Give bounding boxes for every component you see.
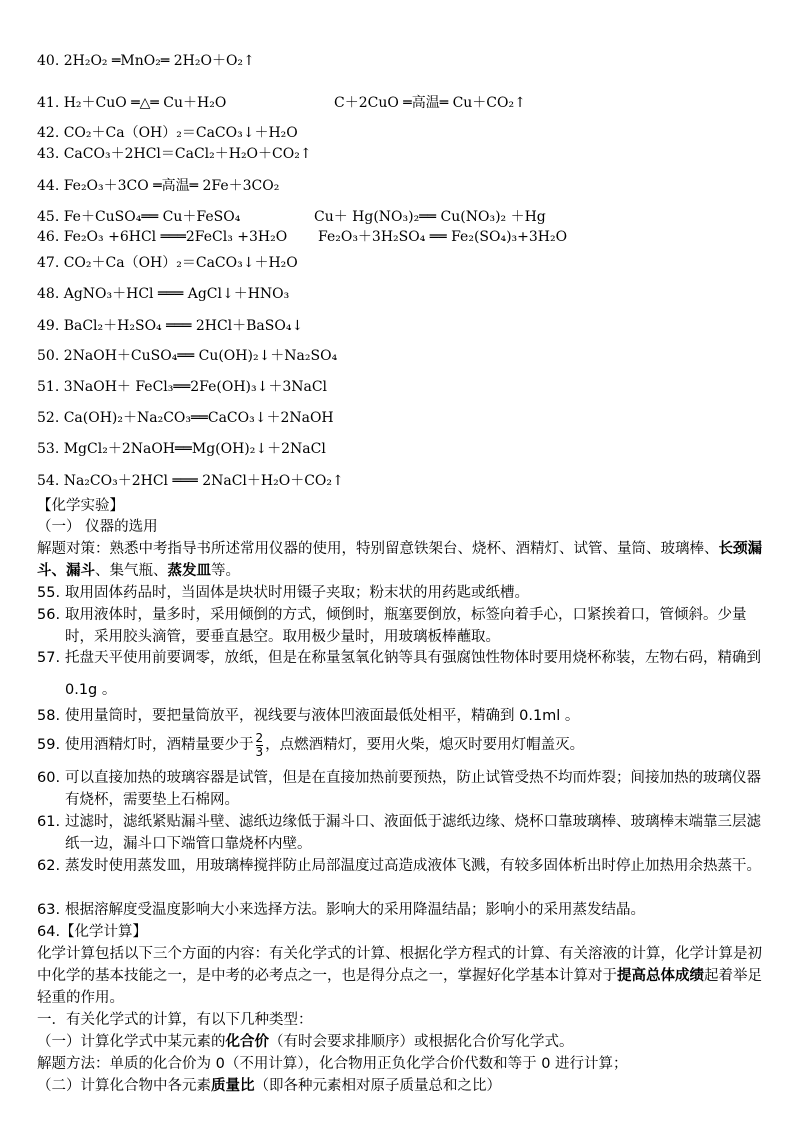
equation-51: 51. 3NaOH＋ FeCl₃══2Fe(OH)₃↓＋3NaCl [37, 379, 328, 395]
section-heading-calculation: 64.【化学计算】 [37, 924, 148, 940]
equation-41b: C＋2CuO ═高温═ Cu＋CO₂↑ [334, 95, 526, 111]
equation-47: 47. CO₂＋Ca（OH）₂＝CaCO₃↓＋H₂O [37, 255, 298, 271]
strategy-paragraph: 解题对策：熟悉中考指导书所述常用仪器的使用，特别留意铁架台、烧杯、酒精灯、试管、量筒、玻璃棒、长颈漏斗、漏斗、集气瓶、蒸发皿等。 [37, 541, 762, 579]
equation-42: 42. CO₂＋Ca（OH）₂＝CaCO₃↓＋H₂O [37, 125, 298, 141]
equation-49: 49. BaCl₂＋H₂SO₄ ═══ 2HCl＋BaSO₄↓ [37, 318, 304, 334]
equation-40: 40. 2H₂O₂ ═MnO₂═ 2H₂O＋O₂↑ [37, 53, 255, 69]
fraction-two-thirds: $\frac{2}{3}$ [255, 730, 264, 759]
heading-formula-calculation: 一．有关化学式的计算，有以下几种类型： [37, 1012, 313, 1028]
list-item-61: 61. 过滤时，滤纸紧贴漏斗壁、滤纸边缘低于漏斗口、液面低于滤纸边缘、烧杯口靠玻璃棒、玻璃棒末端靠三层滤纸一边，漏斗口下端管口靠烧杯内壁。 [37, 814, 761, 852]
list-item-63: 63. 根据溶解度受温度影响大小来选择方法。影响大的采用降温结晶；影响小的采用蒸发结晶。 [37, 902, 645, 918]
equation-50: 50. 2NaOH＋CuSO₄══ Cu(OH)₂↓＋Na₂SO₄ [37, 348, 338, 364]
list-item-58: 58. 使用量筒时，要把量筒放平，视线要与液体凹液面最低处相平，精确到 0.1ml 。 [37, 708, 580, 724]
list-item-60: 60. 可以直接加热的玻璃容器是试管，但是在直接加热前要预热，防止试管受热不均而炸裂；间接加热的玻璃仪器有烧杯，需要垫上石棉网。 [37, 770, 761, 808]
equation-54: 54. Na₂CO₃＋2HCl ═══ 2NaCl＋H₂O＋CO₂↑ [37, 473, 344, 489]
type-2-mass-ratio: （二）计算化合物中各元素质量比（即各种元素相对原子质量总和之比） [37, 1078, 501, 1094]
list-item-55: 55. 取用固体药品时，当固体是块状时用镊子夹取；粉末状的用药匙或纸槽。 [37, 585, 529, 601]
section-heading-experiment: 【化学实验】 [37, 498, 124, 514]
list-item-57: 57. 托盘天平使用前要调零，放纸，但是在称量氢氧化钠等具有强腐蚀性物体时要用烧杯称装，左物右码，精确到 0.1g 。 [37, 650, 761, 698]
equation-46a: 46. Fe₂O₃ +6HCl ═══2FeCl₃ +3H₂O [37, 229, 288, 245]
list-item-59: 59. 使用酒精灯时，酒精量要少于 $\frac{2}{3}$ ，点燃酒精灯，要用火柴，熄灭时要用灯帽盖灭。 [37, 730, 585, 759]
equation-48: 48. AgNO₃＋HCl ═══ AgCl↓＋HNO₃ [37, 286, 290, 302]
equation-44: 44. Fe₂O₃＋3CO ═高温═ 2Fe＋3CO₂ [37, 178, 280, 194]
method-note: 解题方法：单质的化合价为 0（不用计算），化合物用正负化学合价代数和等于 0 进行计算； [37, 1056, 628, 1072]
calculation-paragraph: 化学计算包括以下三个方面的内容：有关化学式的计算、根据化学方程式的计算、有关溶液的计算，化学计算是初中化学的基本技能之一，是中考的必考点之一，也是得分点之一，掌握好化学基本计算对于提高总体成绩起着举足轻重的作用。 [37, 946, 762, 1006]
equation-43: 43. CaCO₃＋2HCl＝CaCl₂＋H₂O＋CO₂↑ [37, 146, 312, 162]
equation-46b: Fe₂O₃＋3H₂SO₄ ══ Fe₂(SO₄)₃+3H₂O [318, 229, 568, 245]
list-item-62: 62. 蒸发时使用蒸发皿，用玻璃棒搅拌防止局部温度过高造成液体飞溅，有较多固体析出时停止加热用余热蒸干。 [37, 858, 761, 874]
equation-45a: 45. Fe＋CuSO₄══ Cu＋FeSO₄ [37, 209, 241, 225]
equation-53: 53. MgCl₂＋2NaOH══Mg(OH)₂↓＋2NaCl [37, 441, 326, 457]
type-1-valence: （一）计算化学式中某元素的化合价（有时会要求排顺序）或根据化合价写化学式。 [37, 1034, 574, 1050]
subheading-instrument-selection: （一） 仪器的选用 [37, 519, 158, 535]
list-item-56: 56. 取用液体时，量多时，采用倾倒的方式，倾倒时，瓶塞要倒放，标签向着手心，口紧挨着口，管倾斜。少量时，采用胶头滴管，要垂直悬空。取用极少量时，用玻璃板棒蘸取。 [37, 607, 747, 645]
equation-41a: 41. H₂＋CuO ═△═ Cu＋H₂O [37, 95, 227, 111]
equation-45b: Cu＋ Hg(NO₃)₂══ Cu(NO₃)₂ ＋Hg [314, 209, 546, 225]
equation-52: 52. Ca(OH)₂＋Na₂CO₃══CaCO₃↓＋2NaOH [37, 410, 334, 426]
